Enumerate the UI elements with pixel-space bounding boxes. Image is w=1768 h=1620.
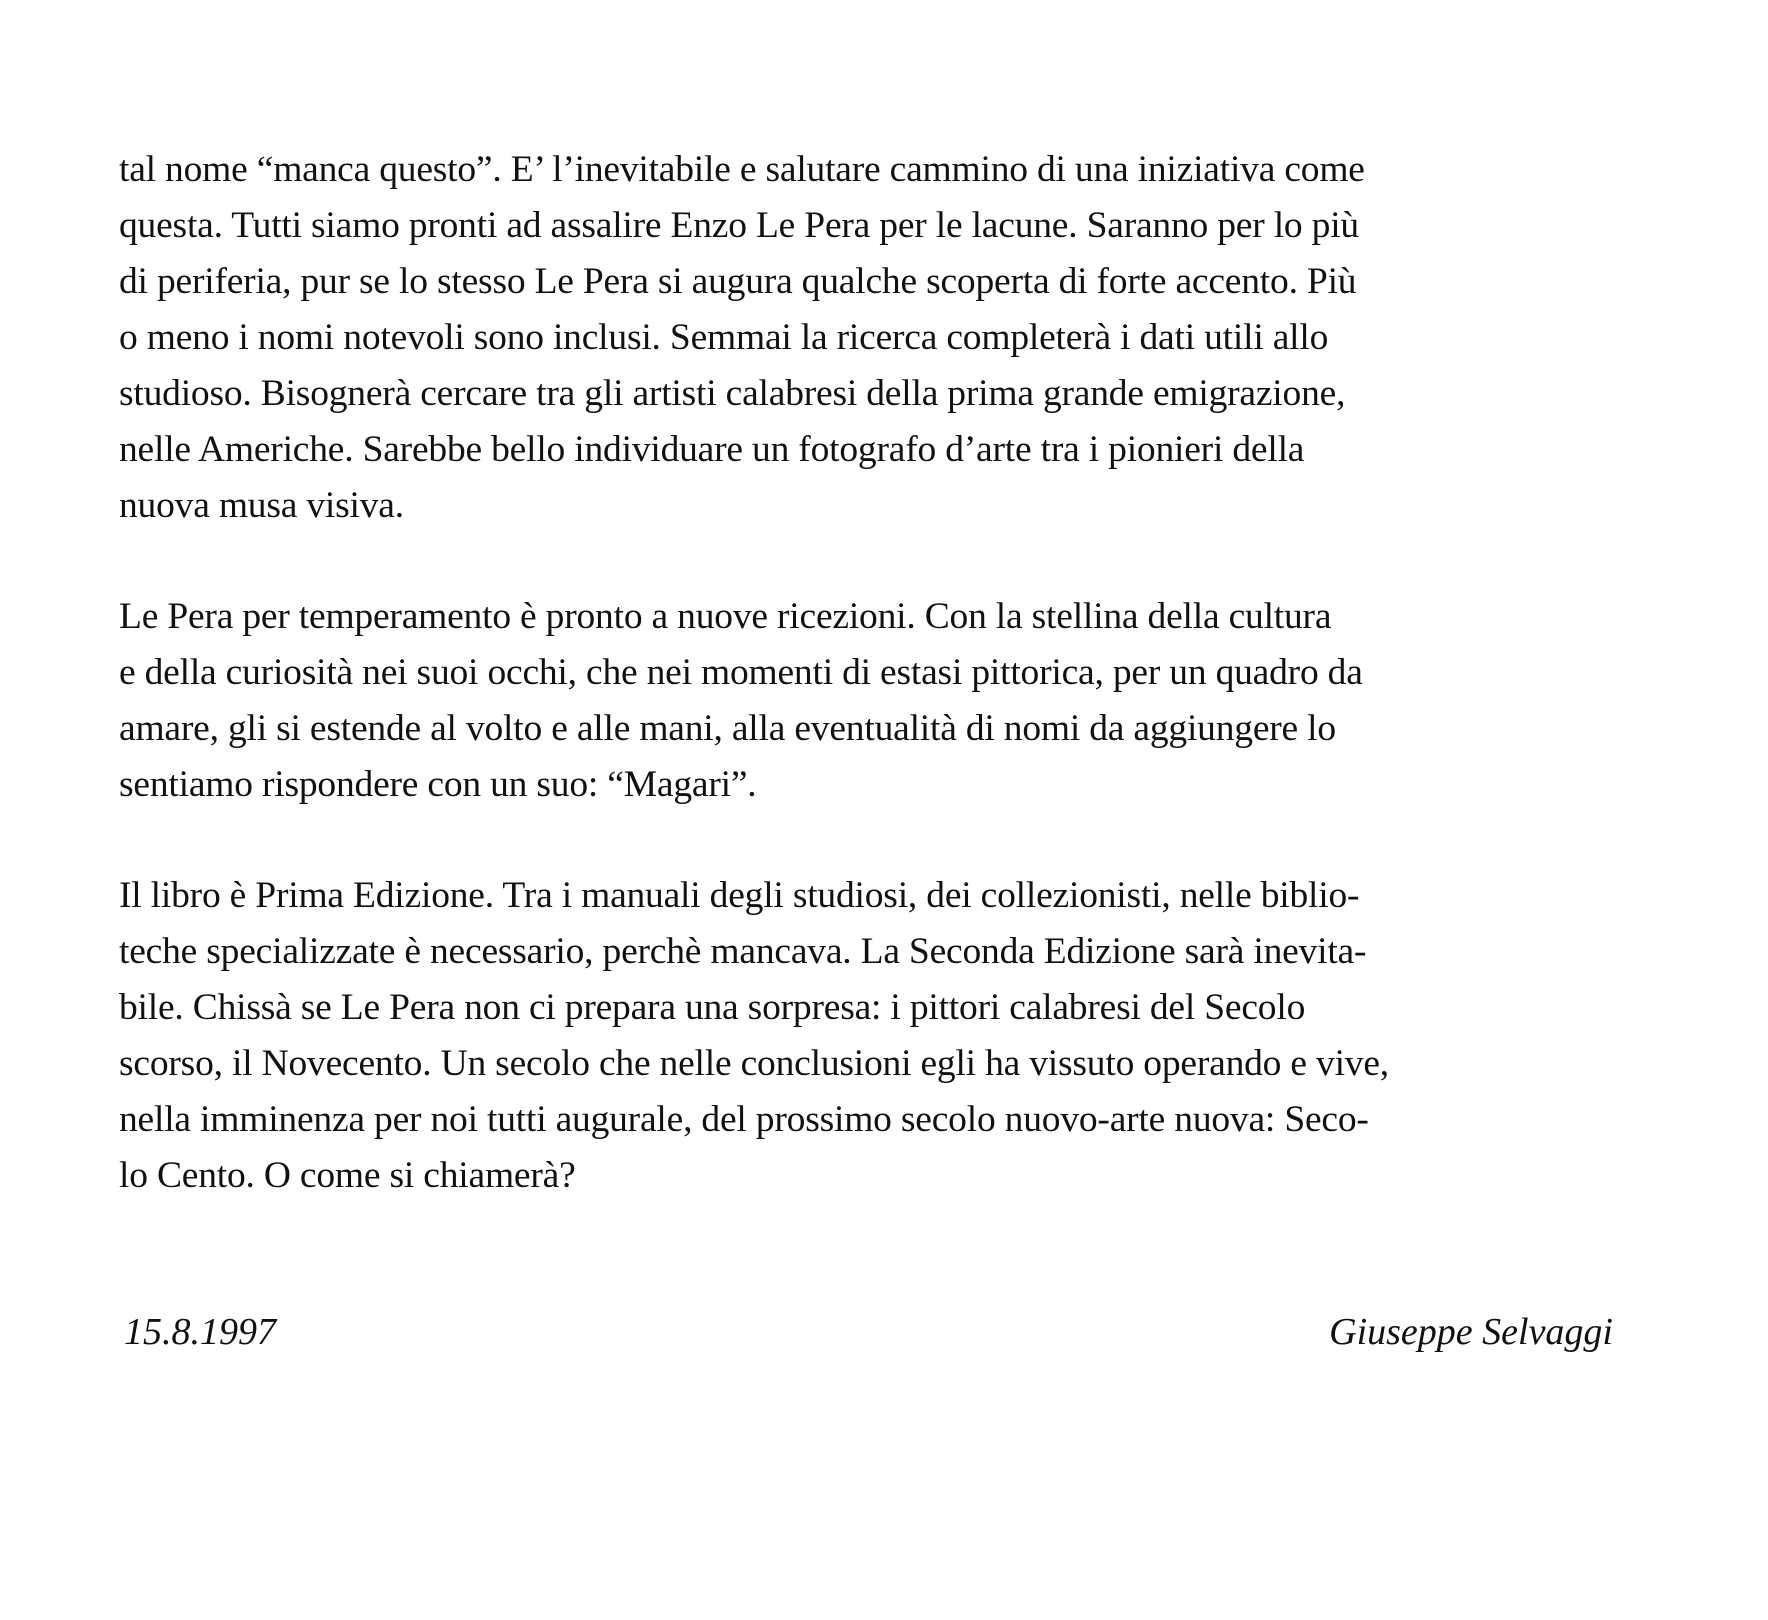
text-line: bile. Chissà se Le Pera non ci prepara una sorpresa: i pittori calabresi del Secolo — [119, 987, 1306, 1028]
text-line: scorso, il Novecento. Un secolo che nelle conclusioni egli ha vissuto operando e vive, — [119, 1043, 1389, 1084]
text-line: studioso. Bisognerà cercare tra gli artisti calabresi della prima grande emigrazione, — [119, 373, 1346, 414]
signature-author: Giuseppe Selvaggi — [1329, 1311, 1613, 1353]
text-line: Il libro è Prima Edizione. Tra i manuali degli studiosi, dei collezionisti, nelle biblio- — [119, 875, 1360, 916]
text-line: di periferia, pur se lo stesso Le Pera si augura qualche scoperta di forte accento. Più — [119, 261, 1357, 302]
text-line: questa. Tutti siamo pronti ad assalire Enzo Le Pera per le lacune. Saranno per lo più — [119, 205, 1359, 246]
text-line: tal nome “manca questo”. E’ l’inevitabile e salutare cammino di una iniziativa come — [119, 149, 1365, 190]
text-line: amare, gli si estende al volto e alle mani, alla eventualità di nomi da aggiungere lo — [119, 708, 1336, 749]
text-line: e della curiosità nei suoi occhi, che nei momenti di estasi pittorica, per un quadro da — [119, 652, 1363, 693]
text-line: teche specializzate è necessario, perchè mancava. La Seconda Edizione sarà inevita- — [119, 931, 1367, 972]
text-line: sentiamo rispondere con un suo: “Magari”. — [119, 764, 757, 805]
text-line: lo Cento. O come si chiamerà? — [119, 1155, 576, 1196]
text-line: nelle Americhe. Sarebbe bello individuare un fotografo d’arte tra i pionieri della — [119, 429, 1305, 470]
signature-date: 15.8.1997 — [124, 1311, 276, 1353]
text-line: nuova musa visiva. — [119, 485, 404, 526]
text-line: nella imminenza per noi tutti augurale, del prossimo secolo nuovo-arte nuova: Seco- — [119, 1099, 1369, 1140]
text-line: o meno i nomi notevoli sono inclusi. Semmai la ricerca completerà i dati utili allo — [119, 317, 1329, 358]
text-line: Le Pera per temperamento è pronto a nuove ricezioni. Con la stellina della cultura — [119, 596, 1332, 637]
